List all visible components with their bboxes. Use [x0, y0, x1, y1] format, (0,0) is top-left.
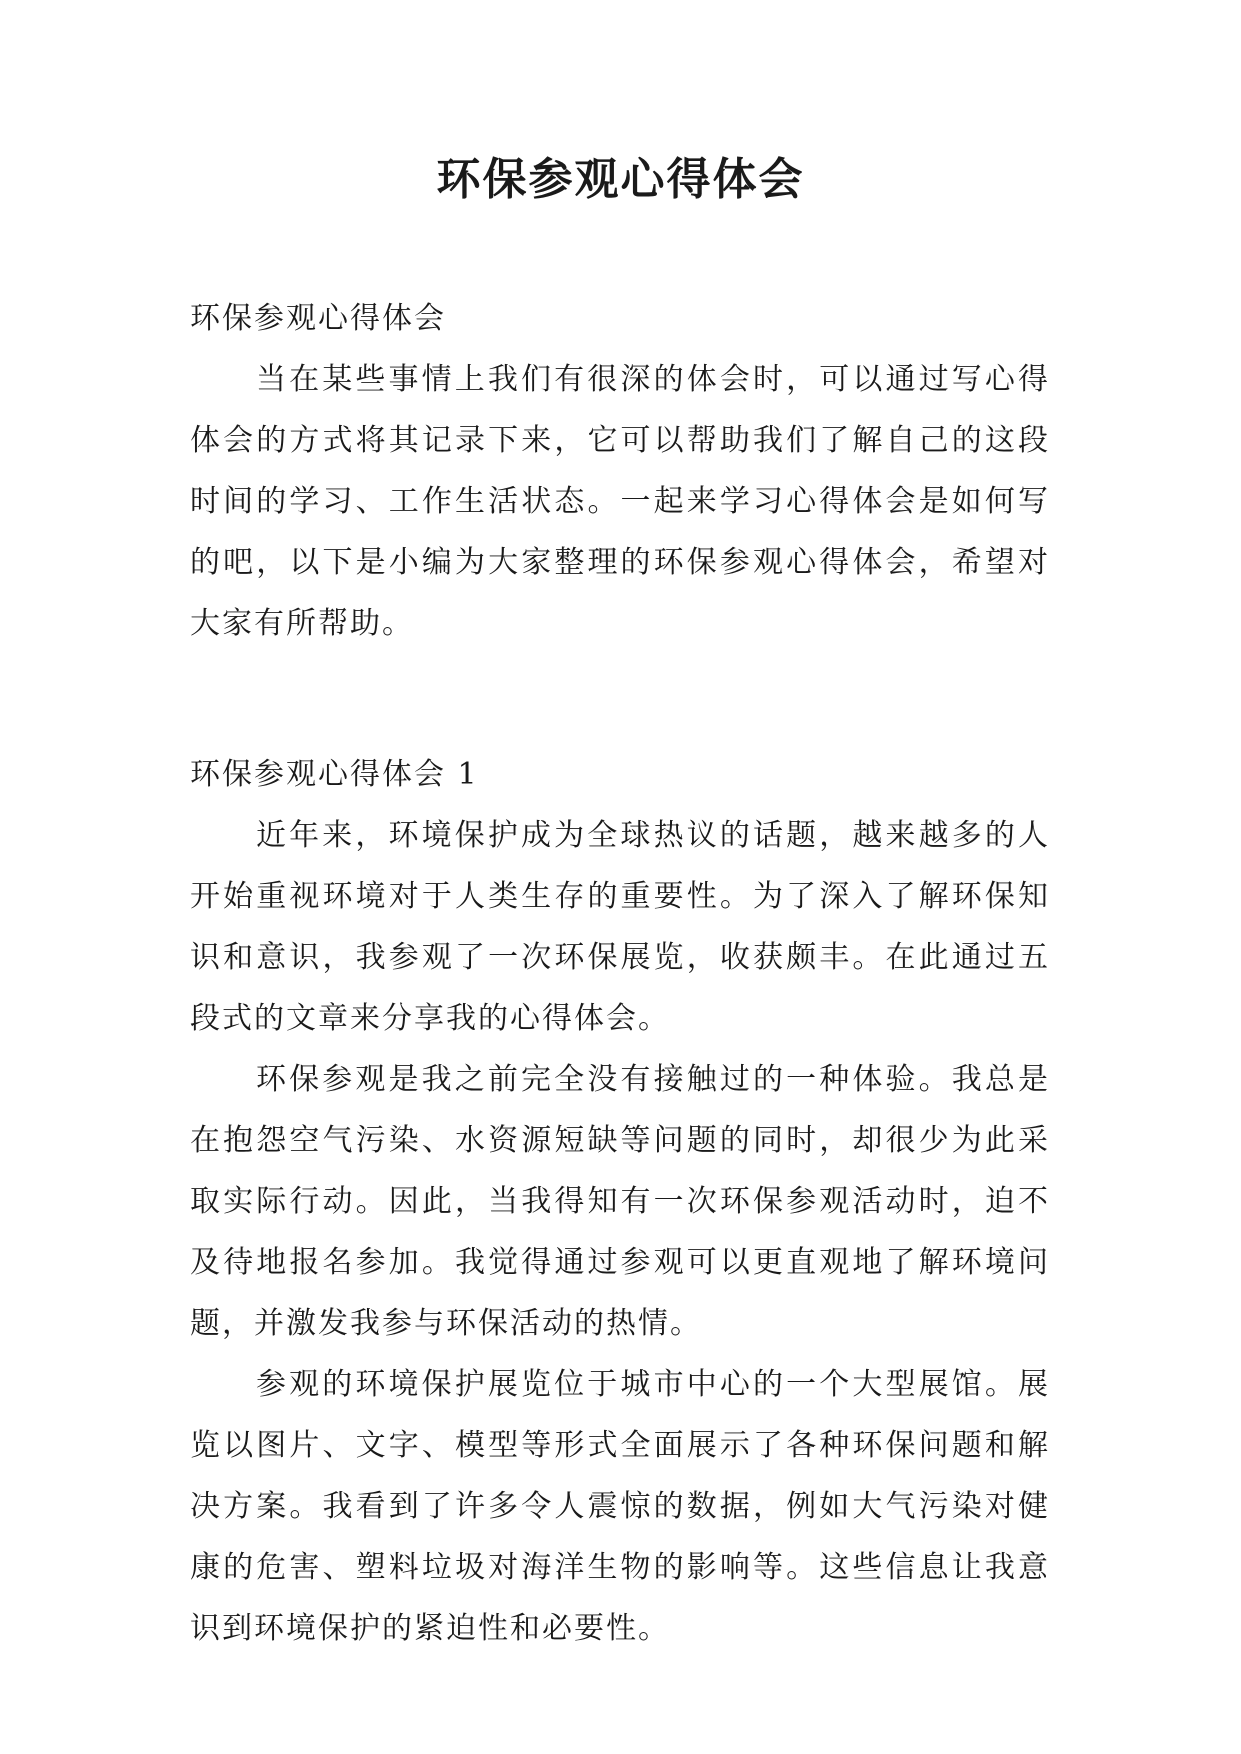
section-1-paragraph-2: 环保参观是我之前完全没有接触过的一种体验。我总是在抱怨空气污染、水资源短缺等问题的同时，却很少为此采取实际行动。因此，当我得知有一次环保参观活动时，迫不及待地报名参加。我觉得通过参观可以更直观地了解环境问题，并激发我参与环保活动的热情。 — [190, 1062, 1050, 1341]
section-1-paragraph-3: 参观的环境保护展览位于城市中心的一个大型展馆。展览以图片、文字、模型等形式全面展示了各种环保问题和解决方案。我看到了许多令人震惊的数据，例如大气污染对健康的危害、塑料垃圾对海洋生物的影响等。这些信息让我意识到环境保护的紧迫性和必要性。 — [190, 1367, 1050, 1646]
intro-heading: 环保参观心得体会 — [190, 301, 446, 336]
page-title: 环保参观心得体会 — [436, 154, 805, 205]
intro-paragraph: 当在某些事情上我们有很深的体会时，可以通过写心得体会的方式将其记录下来，它可以帮助我们了解自己的这段时间的学习、工作生活状态。一起来学习心得体会是如何写的吧，以下是小编为大家整理的环保参观心得体会，希望对大家有所帮助。 — [190, 362, 1050, 641]
section-1-heading: 环保参观心得体会 1 — [190, 757, 479, 792]
section-spacer — [190, 654, 1050, 744]
document-body — [190, 288, 1050, 1659]
section-1-paragraph-1: 近年来，环境保护成为全球热议的话题，越来越多的人开始重视环境对于人类生存的重要性。为了深入了解环保知识和意识，我参观了一次环保展览，收获颇丰。在此通过五段式的文章来分享我的心得体会。 — [190, 818, 1050, 1036]
